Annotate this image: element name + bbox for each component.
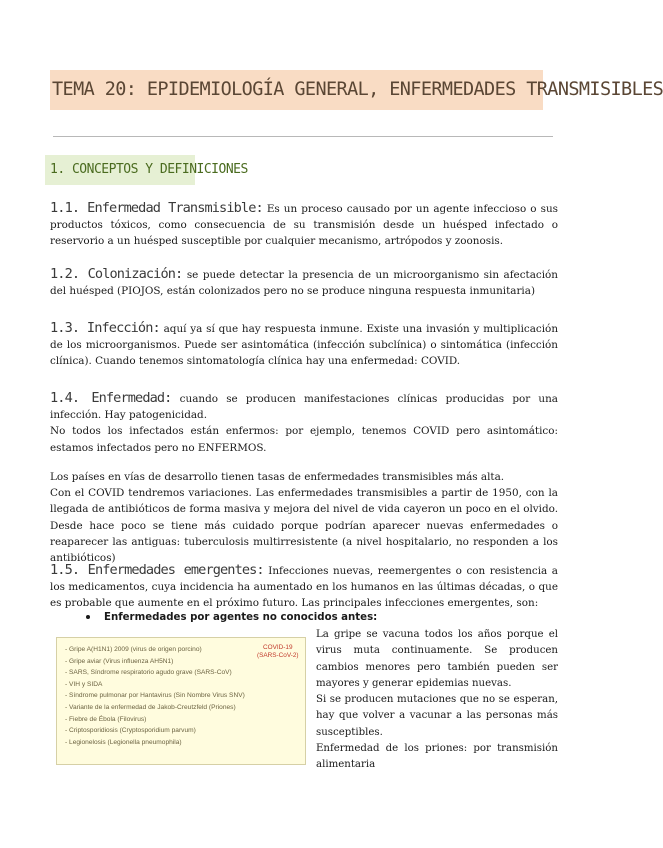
side-notes: La gripe se vacuna todos los años porque el virus muta continuamente. Se producen cambios menores pero también pueden ser mayores y generar epidemias nuevas. Si se producen mutaciones que no se esperan, hay que volver a vacunar a las personas más susceptibles. Enfermedad de los priones: por transmisión alimentaria xyxy=(316,629,558,771)
definition-text: cuando se producen manifestaciones clínicas producidas por una infección. Hay patogenicidad. xyxy=(50,393,558,422)
list-item: - Legionelosis (Legionella pneumophila) xyxy=(65,737,305,749)
definition-text: Infecciones nuevas, reemergentes o con resistencia a los medicamentos, cuya incidencia ha aumentado en los humanos en las últimas décadas, o que es probable que aumente en el próximo futuro. Las principales infecciones emergentes, son: xyxy=(50,565,558,610)
paragraph-covid: Con el COVID tendremos variaciones. Las enfermedades transmisibles a partir de 1950, con la llegada de antibióticos de forma masiva y mejora del nivel de vida cayeron un poco en el olvido. Desde hace poco se tiene más cuidado porque podrían aparecer nuevas enfermedades o reaparecer las antiguas: tuberculosis multirresistente (a nivel hospitalario, no responden a los antibióticos) xyxy=(50,487,558,565)
list-item: - Gripe A(H1N1) 2009 (virus de origen porcino) xyxy=(65,644,305,656)
list-item: - Fiebre de Ébola (Filovirus) xyxy=(65,714,305,726)
emerging-diseases-figure xyxy=(56,637,306,765)
bullet-item xyxy=(86,612,377,623)
list-item: - Gripe aviar (Virus influenza AH5N1) xyxy=(65,656,305,668)
section-heading: 1. CONCEPTOS Y DEFINICIONES xyxy=(50,162,248,177)
definition-heading: 1.5. Enfermedades emergentes: xyxy=(50,562,264,578)
definition-emergentes xyxy=(50,562,558,612)
definition-extra: No todos los infectados están enfermos: por ejemplo, tenemos COVID pero asintomático: estamos infectados pero no ENFERMOS. xyxy=(50,425,558,454)
divider xyxy=(53,136,553,137)
definition-enfermedad xyxy=(50,390,558,456)
definition-heading: 1.4. Enfermedad: xyxy=(50,390,172,406)
page-title: TEMA 20: EPIDEMIOLOGÍA GENERAL, ENFERMEDADES TRANSMISIBLES xyxy=(52,79,663,100)
definition-enfermedad-transmisible xyxy=(50,200,558,250)
list-item: - Criptosporidiosis (Cryptosporidium parvum) xyxy=(65,725,305,737)
list-item: - VIH y SIDA xyxy=(65,679,305,691)
definition-text: aquí ya sí que hay respuesta inmune. Existe una invasión y multiplicación de los microorganismos. Puede ser asintomática (infección subclínica) o sintomática (infección clínica). Cuando tenemos sintomatología clínica hay una enfermedad: COVID. xyxy=(50,323,559,368)
definition-heading: 1.3. Infección: xyxy=(50,320,160,336)
bullet-label: Enfermedades por agentes no conocidos antes: xyxy=(104,612,378,623)
covid-annotation: COVID-19 (SARS-CoV-2) xyxy=(257,644,299,659)
definition-text: se puede detectar la presencia de un microorganismo sin afectación del huésped (PIOJOS, están colonizados pero no se produce ninguna respuesta inmunitaria) xyxy=(50,269,558,298)
definition-infeccion xyxy=(50,320,558,370)
list-item: - SARS, Síndrome respiratorio agudo grave (SARS-CoV) xyxy=(65,667,305,679)
list-item: - Síndrome pulmonar por Hantavirus (Sin Nombre Virus SNV) xyxy=(65,690,305,702)
definition-text: Es un proceso causado por un agente infeccioso o sus productos tóxicos, como consecuencia de su transmisión desde un huésped infectado o reservorio a un huésped susceptible por cualquier mecanismo, artrópodos y zoonosis. xyxy=(50,203,558,248)
paragraph-line: Los países en vías de desarrollo tienen tasas de enfermedades transmisibles más alta. xyxy=(50,471,505,483)
list-item: - Variante de la enfermedad de Jakob-Creutzfeld (Priones) xyxy=(65,702,305,714)
definition-heading: 1.1. Enfermedad Transmisible: xyxy=(50,200,263,216)
paragraph-developing-countries xyxy=(50,469,558,566)
definition-heading: 1.2. Colonización: xyxy=(50,266,183,282)
bullet-dot-icon xyxy=(86,615,90,619)
definition-colonizacion xyxy=(50,266,558,299)
